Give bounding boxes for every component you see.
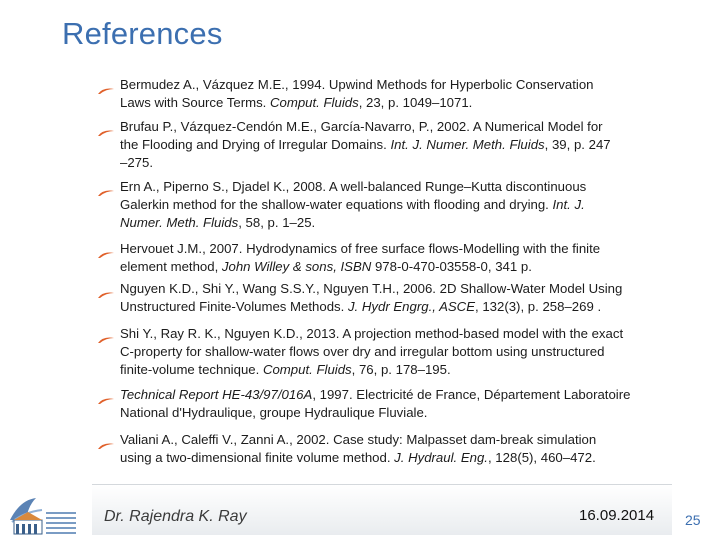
reference-text: Unstructured Finite-Volumes Methods. [120,299,348,314]
institute-logo-icon [6,490,88,538]
reference-text: Bermudez A., Vázquez M.E., 1994. Upwind Methods for Hyperbolic Conservation [120,77,594,92]
reference-line [120,298,695,316]
reference-text: Laws with Source Terms. [120,95,270,110]
reference-line [120,94,695,112]
bullet-icon [97,286,115,294]
reference-text: using a two-dimensional finite volume method. [120,450,395,465]
reference-text: the Flooding and Drying of Irregular Domains. [120,137,391,152]
reference-item [120,386,695,422]
bullet-icon [97,437,115,445]
reference-text: –275. [120,155,154,170]
reference-text: Ern A., Piperno S., Djadel K., 2008. A well-balanced Runge–Kutta discontinuous [120,179,587,194]
reference-text: , 132(3), p. 258–269 . [475,299,602,314]
bullet-icon [97,124,115,132]
reference-line [120,386,695,404]
reference-line [120,240,695,258]
reference-italic-text: J. Hydr Engrg., ASCE [347,299,475,314]
reference-item [120,325,695,379]
slide-title: References [62,16,223,51]
reference-italic-text: J. Hydraul. Eng. [394,450,488,465]
reference-item [120,118,695,172]
bullet-icon [97,184,115,192]
reference-item [120,240,695,276]
reference-text: C-property for shallow-water flows over dry and irregular bottom using unstructured [120,344,605,359]
reference-text: Shi Y., Ray R. K., Nguyen K.D., 2013. A projection method-based model with the exact [120,326,624,341]
reference-text: 978-0-470-03558-0, 341 p. [371,259,532,274]
reference-line [120,258,695,276]
reference-text: , 1997. Electricité de France, Département Laboratoire [312,387,631,402]
reference-text: Brufau P., Vázquez-Cendón M.E., García-Navarro, P., 2002. A Numerical Model for [120,119,603,134]
reference-line [120,431,695,449]
reference-text: finite-volume technique. [120,362,263,377]
reference-item [120,431,695,467]
reference-text: , 76, p. 178–195. [351,362,451,377]
reference-text: , 128(5), 460–472. [487,450,596,465]
page-number: 25 [685,512,701,528]
reference-line [120,196,695,214]
reference-line [120,118,695,136]
reference-italic-text: Comput. Fluids [270,95,359,110]
reference-text: Hervouet J.M., 2007. Hydrodynamics of free surface flows-Modelling with the finite [120,241,601,256]
bullet-icon [97,246,115,254]
reference-text: , 58, p. 1–25. [238,215,316,230]
reference-text: Galerkin method for the shallow-water equations with flooding and drying. [120,197,553,212]
reference-item [120,76,695,112]
reference-italic-text: Int. J. [552,197,585,212]
reference-item [120,178,695,232]
reference-text: Valiani A., Caleffi V., Zanni A., 2002. Case study: Malpasset dam-break simulation [120,432,597,447]
bullet-icon [97,331,115,339]
reference-text: , 23, p. 1049–1071. [358,95,473,110]
reference-italic-text: Comput. Fluids [262,362,352,377]
reference-line [120,154,695,172]
footer-author: Dr. Rajendra K. Ray [104,508,247,525]
bullet-icon [97,392,115,400]
reference-line [120,76,695,94]
reference-italic-text: Numer. Meth. Fluids [120,215,239,230]
reference-italic-text: Technical Report HE-43/97/016A [120,387,313,402]
reference-italic-text: Int. J. Numer. Meth. Fluids [390,137,545,152]
reference-line [120,404,695,422]
reference-line [120,449,695,467]
reference-item [120,280,695,316]
reference-line [120,280,695,298]
footer-date: 16.09.2014 [579,507,655,524]
reference-line [120,178,695,196]
reference-line [120,361,695,379]
reference-italic-text: John Willey & sons, ISBN [221,259,372,274]
reference-line [120,136,695,154]
reference-text: element method, [120,259,222,274]
reference-line [120,343,695,361]
reference-line [120,325,695,343]
reference-text: , 39, p. 247 [544,137,611,152]
bullet-icon [97,82,115,90]
reference-line [120,214,695,232]
reference-text: National d'Hydraulique, groupe Hydraulique Fluviale. [120,405,428,420]
reference-text: Nguyen K.D., Shi Y., Wang S.S.Y., Nguyen T.H., 2006. 2D Shallow-Water Model Using [120,281,623,296]
